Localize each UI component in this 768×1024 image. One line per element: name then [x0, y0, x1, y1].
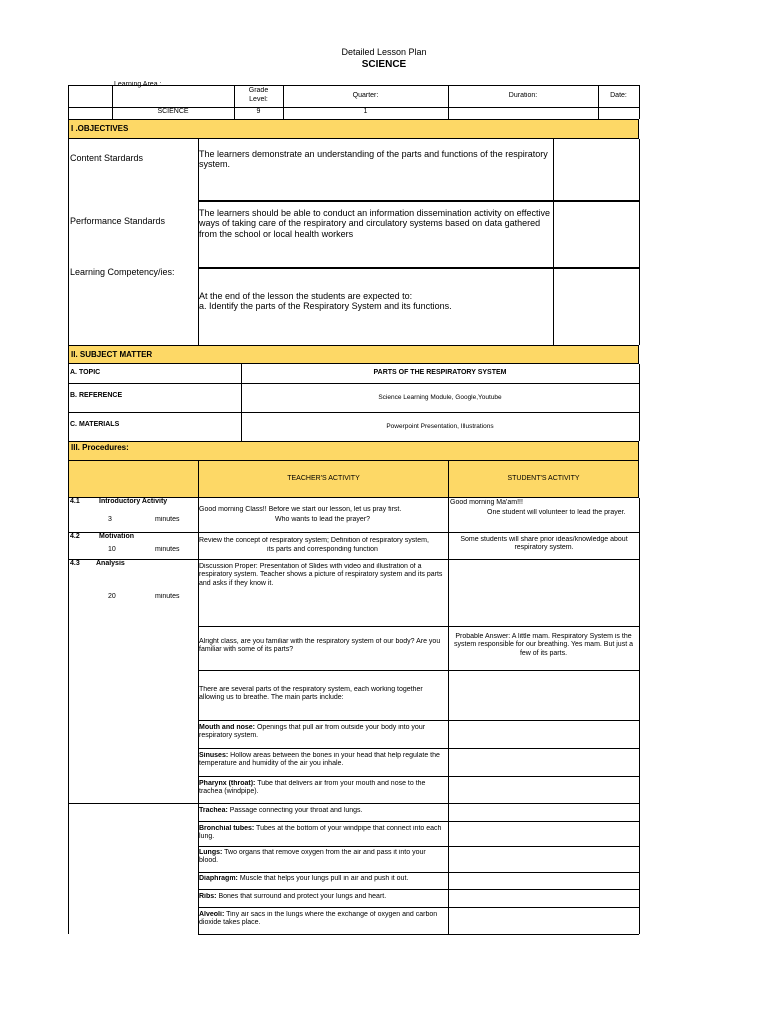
- part-description: Hollow areas between the bones in your head that help regulate the temperature and humidity of the air you inhale.: [199, 752, 440, 768]
- step-4-2-teacher-line2: its parts and corresponding function: [267, 546, 378, 553]
- duration-label: Duration:: [508, 92, 538, 99]
- reference-label: B. REFERENCE: [70, 392, 123, 400]
- part-description: Openings that pull air from outside your body into your respiratory system.: [199, 724, 426, 740]
- step-4-1-name: Introductory Activity: [99, 498, 168, 505]
- competency-item-a: a. Identify the parts of the Respiratory System and its functions.: [199, 301, 452, 311]
- document-title: Detailed Lesson Plan: [341, 47, 427, 57]
- procedures-heading: III. Procedures:: [68, 441, 639, 461]
- step-4-2-time: 10: [108, 546, 116, 553]
- part-trachea: [199, 807, 446, 819]
- step-4-1-teacher-line1: Good morning Class!! Before we start our lesson, let us pray first.: [199, 506, 402, 513]
- part-term: Sinuses:: [199, 752, 229, 759]
- subject-matter-heading: II. SUBJECT MATTER: [68, 345, 639, 364]
- part-description: Passage connecting your throat and lungs.: [227, 807, 363, 814]
- topic-label: A. TOPIC: [70, 369, 101, 377]
- topic-value: PARTS OF THE RESPIRATORY SYSTEM: [373, 369, 507, 377]
- step-4-2-name: Motivation: [99, 533, 134, 540]
- part-lungs: [199, 849, 446, 871]
- date-label: Date:: [610, 92, 627, 99]
- learning-competency-label: Learning Competency/ies:: [70, 267, 175, 277]
- performance-standards-text: The learners should be able to conduct an information dissemination activity on effective ways of taking care of the respiratory and circulatory systems based on data gathered from the school or local health workers: [199, 208, 551, 239]
- step-4-2-teacher-line1: Review the concept of respiratory system; Definition of respiratory system,: [199, 537, 429, 544]
- step-4-3-unit: minutes: [155, 593, 180, 600]
- quarter-value: 1: [363, 108, 368, 115]
- learning-area-label: Learning Area :: [114, 81, 162, 88]
- parts-intro: There are several parts of the respiratory system, each working together allowing us to breathe. The main parts include:: [199, 686, 423, 702]
- teacher-activity-header: TEACHER'S ACTIVITY: [198, 460, 449, 498]
- part-bronchial-tubes: [199, 825, 446, 845]
- part-description: Bones that surround and protect your lungs and heart.: [216, 893, 387, 900]
- part-description: Tubes at the bottom of your windpipe that connect into each lung.: [199, 825, 442, 841]
- step-4-3-name: Analysis: [96, 560, 125, 567]
- materials-value: Powerpoint Presentation, Illustrations: [386, 422, 494, 430]
- step-4-1-student-line1: Good morning Ma'am!!!: [450, 499, 523, 506]
- procedures-header-blank: [68, 460, 199, 498]
- part-term: Pharynx (throat):: [199, 780, 256, 787]
- content-standards-label: Content Stardards: [70, 152, 144, 163]
- probable-answer: Probable Answer: A little mam. Respiratory System is the system responsible for our breathing. Yes mam. But just a few of its parts.: [454, 633, 633, 657]
- step-4-1-student-line2: One student will volunteer to lead the prayer.: [487, 509, 626, 516]
- learning-area-value: SCIENCE: [157, 108, 189, 115]
- materials-label: C. MATERIALS: [70, 420, 120, 428]
- part-term: Lungs:: [199, 849, 223, 856]
- part-pharynx: [199, 780, 446, 802]
- grade-label-line1: Grade: [248, 87, 269, 94]
- performance-standards-label: Performance Standards: [70, 215, 166, 226]
- objectives-heading: I .OBJECTIVES: [68, 119, 639, 139]
- part-mouth-and-nose: [199, 724, 446, 746]
- part-alveoli: [199, 911, 446, 933]
- student-activity-header: STUDENT'S ACTIVITY: [448, 460, 639, 498]
- step-4-1-number: 4.1: [70, 498, 80, 505]
- step-4-1-teacher-line2: Who wants to lead the prayer?: [275, 516, 370, 523]
- part-term: Alveoli:: [199, 911, 225, 918]
- subject-title: SCIENCE: [361, 59, 407, 70]
- step-4-3-time: 20: [108, 593, 116, 600]
- step-4-2-number: 4.2: [70, 533, 80, 540]
- part-description: Tube that delivers air from your mouth and nose to the trachea (windpipe).: [199, 780, 426, 796]
- part-term: Diaphragm:: [199, 875, 238, 882]
- step-4-1-time: 3: [108, 516, 112, 523]
- part-description: Two organs that remove oxygen from the air and pass it into your blood.: [199, 849, 426, 865]
- grade-label-line2: Level:: [249, 96, 268, 103]
- step-4-2-unit: minutes: [155, 546, 180, 553]
- part-description: Tiny air sacs in the lungs where the exchange of oxygen and carbon dioxide takes place.: [199, 911, 438, 927]
- part-term: Ribs:: [199, 893, 217, 900]
- content-standards-text: The learners demonstrate an understanding of the parts and functions of the respiratory system.: [199, 149, 548, 170]
- part-diaphragm: [199, 875, 446, 887]
- reference-value: Science Learning Module, Google,Youtube: [378, 393, 502, 401]
- part-sinuses: [199, 752, 446, 774]
- part-term: Trachea:: [199, 807, 228, 814]
- familiarity-question: Alright class, are you familiar with the respiratory system of our body? Are you familiar with some of its parts?: [199, 638, 441, 654]
- quarter-label: Quarter:: [352, 92, 379, 99]
- part-term: Mouth and nose:: [199, 724, 255, 731]
- competency-intro: At the end of the lesson the students are expected to:: [199, 291, 413, 301]
- discussion-proper: Discussion Proper: Presentation of Slides with video and illustration of a respiratory system. Teacher shows a picture of respiratory system and its parts and asks if they know it.: [199, 563, 443, 587]
- part-description: Muscle that helps your lungs pull in air and push it out.: [237, 875, 409, 882]
- grade-value: 9: [256, 108, 261, 115]
- step-4-2-student: Some students will share prior ideas/knowledge about respiratory system.: [460, 536, 628, 552]
- part-ribs: [199, 893, 446, 905]
- step-4-1-unit: minutes: [155, 516, 180, 523]
- step-4-3-number: 4.3: [70, 560, 80, 567]
- part-term: Bronchial tubes:: [199, 825, 255, 832]
